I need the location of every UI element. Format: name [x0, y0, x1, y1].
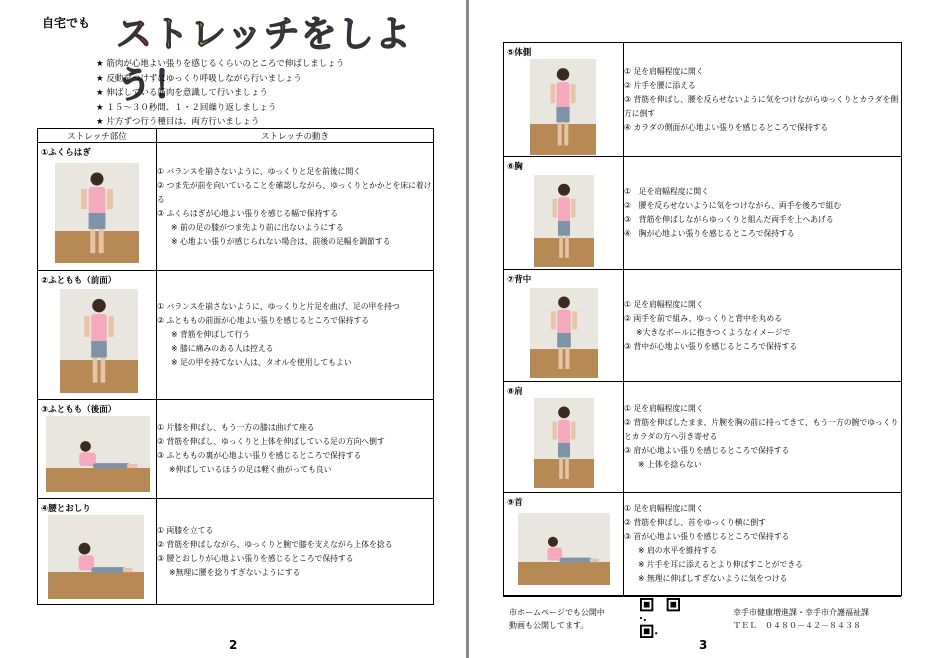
stretch-part-name: ④腰とおしり — [41, 504, 91, 514]
tips-list — [96, 57, 436, 130]
column-header-part: ストレッチ部位 — [38, 129, 157, 143]
footer-phone: ＴＥＬ ０４８０－４２－８４３８ — [733, 621, 861, 630]
table-header-row — [38, 129, 434, 143]
stretch-step: ② 腰を反らせないように気をつけながら、両手を後ろで組む — [624, 201, 842, 210]
stretch-part-name: ⑧肩 — [507, 387, 523, 397]
stretch-step: ④ カラダの側面が心地よい張りを感じるところで保持する — [624, 122, 829, 132]
stretch-step: ※ 前の足の膝がつま先より前に出ないようにする — [171, 222, 344, 232]
exercise-photo — [55, 163, 139, 263]
stretch-step: ① バランスを崩さないように、ゆっくりと片足を曲げ、足の甲を持つ — [157, 302, 400, 311]
table-row — [504, 493, 902, 596]
stretch-step: ③ ふとももの裏が心地よい張りを感じるところで保持する — [157, 451, 362, 460]
stretch-step: ③ 腰とおしりが心地よい張りを感じるところで保持する — [157, 553, 354, 563]
stretch-part-cell — [504, 493, 624, 596]
stretch-step: ① 両膝を立てる — [157, 525, 214, 535]
footer-contact — [733, 606, 869, 632]
exercise-photo — [534, 398, 594, 488]
stretch-part-cell — [504, 382, 624, 493]
stretch-step: ① 足を肩幅程度に開く — [624, 66, 704, 76]
title-char: ト — [153, 14, 191, 55]
person-figure — [534, 175, 594, 267]
stretch-part-cell — [38, 499, 157, 605]
stretch-steps-cell — [624, 493, 902, 596]
title-char: ス — [116, 14, 154, 55]
stretch-step: ② 背筋を伸ばしたまま、片腕を胸の前に持ってきて、もう一方の腕でゆっくりとカラダの方へ引き寄せる — [624, 418, 899, 441]
stretch-step: ※ 足の甲を持てない人は、タオルを使用してもよい — [171, 358, 352, 367]
left-page — [0, 0, 466, 658]
stretch-part-cell — [504, 270, 624, 382]
stretch-step: ※ 肩の水平を維持する — [638, 546, 718, 555]
stretch-part-cell — [38, 271, 157, 400]
stretch-step: ④ 胸が心地よい張りを感じるところで保持する — [624, 229, 795, 238]
exercise-photo — [530, 288, 598, 378]
stretch-steps-cell — [624, 43, 902, 157]
stretch-step: ③ ふくらはぎが心地よい張りを感じる幅で保持する — [157, 208, 338, 218]
stretch-steps-cell — [157, 400, 434, 499]
footer-web-line: 市ホームページでも公開中 — [509, 608, 605, 617]
table-row — [38, 400, 434, 499]
stretch-step: ① 足を肩幅程度に開く — [624, 404, 704, 413]
tip-item: ★ 反動をつけずにゆっくり呼吸しながら行いましょう — [96, 73, 302, 84]
stretch-step: ※大きなボールに抱きつくようなイメージで — [636, 327, 791, 337]
exercise-photo — [534, 175, 594, 267]
person-figure — [530, 59, 596, 155]
stretch-step: ① バランスを崩さないように、ゆっくりと足を前後に開く — [157, 166, 362, 176]
stretch-steps-cell — [157, 271, 434, 400]
stretch-part-name: ⑥胸 — [507, 162, 523, 172]
stretch-table-left — [37, 128, 434, 605]
table-row — [38, 143, 434, 271]
stretch-part-name: ⑤体側 — [507, 48, 532, 58]
stretch-steps-cell — [157, 499, 434, 605]
stretch-step: ※ 心地よい張りが感じられない場合は、前後の足幅を調節する — [171, 236, 391, 246]
person-figure — [518, 513, 610, 585]
title-char: ッ — [226, 14, 264, 55]
stretch-step: ② 背筋を伸ばし、ゆっくりと上体を伸ばしている足の方向へ倒す — [157, 437, 385, 446]
stretch-step: ① 足を肩幅程度に開く — [624, 504, 704, 513]
stretch-step: ③ 首が心地よい張りを感じるところで保持する — [624, 532, 790, 541]
person-figure — [55, 163, 139, 263]
qr-code-icon[interactable] — [640, 598, 680, 638]
person-figure — [534, 398, 594, 488]
stretch-part-name: ①ふくらはぎ — [41, 148, 91, 158]
footer-video-line: 動画も公開してます。 — [509, 621, 589, 630]
stretch-step: ② 背筋を伸ばし、首をゆっくり横に倒す — [624, 518, 766, 527]
stretch-step: ① 足を肩幅程度に開く — [624, 299, 704, 309]
table-row — [504, 157, 902, 270]
stretch-steps-cell — [624, 157, 902, 270]
exercise-photo — [530, 59, 596, 155]
person-figure — [46, 416, 150, 492]
stretch-part-cell — [504, 157, 624, 270]
tip-item: ★ 片方ずつ行う種目は、両方行いましょう — [96, 117, 260, 127]
title-char: よ — [374, 14, 412, 55]
stretch-step: ※ 上体を捻らない — [638, 460, 702, 469]
exercise-photo — [46, 416, 150, 492]
stretch-step: ② 片手を腰に添える — [624, 80, 696, 90]
stretch-part-name: ③ふともも（後面） — [41, 405, 117, 415]
stretch-steps-cell — [624, 382, 902, 493]
stretch-step: ③ 背筋を伸ばし、腰を反らせないように気をつけながらゆっくりとカラダを側方に倒す — [624, 94, 899, 118]
stretch-step: ※ 膝に痛みのある人は控える — [171, 344, 274, 353]
stretch-step: ② ふとももの前面が心地よい張りを感じるところで保持する — [157, 316, 370, 325]
stretch-steps-cell — [624, 270, 902, 382]
stretch-step: ② つま先が前を向いていることを確認しながら、ゆっくりとかかとを床に着ける — [157, 180, 432, 204]
stretch-part-name: ⑨首 — [507, 498, 523, 508]
table-row — [38, 499, 434, 605]
title-char: ！ — [153, 65, 191, 106]
table-row — [504, 43, 902, 157]
table-row — [504, 382, 902, 493]
stretch-step: ③ 背中が心地よい張りを感じるところで保持する — [624, 341, 798, 351]
right-page — [469, 0, 933, 658]
column-header-motion: ストレッチの動き — [157, 129, 434, 143]
stretch-part-cell — [38, 143, 157, 271]
stretch-step: ※ 無理に伸ばしすぎないように気をつける — [638, 574, 788, 583]
title-char: チ — [263, 14, 301, 55]
person-figure — [530, 288, 598, 378]
exercise-photo — [48, 515, 144, 599]
tip-item: ★ 筋肉が心地よい張りを感じるくらいのところで伸ばしましょう — [96, 59, 345, 69]
footer-department: 幸手市健康増進課・幸手市介護福祉課 — [733, 608, 869, 617]
stretch-part-cell — [38, 400, 157, 499]
stretch-step: ② 背筋を伸ばしながら、ゆっくりと腕で膝を支えながら上体を捻る — [157, 539, 393, 549]
stretch-step: ※ 片手を耳に添えるとより伸ばすことができる — [638, 560, 803, 569]
table-row — [504, 270, 902, 382]
title-char: レ — [190, 14, 227, 55]
stretch-step: ③ 肩が心地よい張りを感じるところで保持する — [624, 446, 790, 455]
title-char: う — [116, 65, 154, 106]
person-figure — [60, 289, 138, 393]
stretch-step: ① 足を肩幅程度に開く — [624, 187, 709, 196]
stretch-part-cell — [504, 43, 624, 157]
page-number: 3 — [699, 638, 708, 652]
stretch-step: ② 両手を前で組み、ゆっくりと背中を丸める — [624, 313, 782, 323]
stretch-steps-cell — [157, 143, 434, 271]
title-char: し — [337, 14, 375, 55]
table-row — [38, 271, 434, 400]
stretch-table-right — [503, 42, 902, 596]
person-figure — [48, 515, 144, 599]
footer-rule — [503, 596, 901, 597]
footer-web-notice — [509, 606, 605, 632]
tip-item: ★ 伸ばしている筋肉を意識して行いましょう — [96, 88, 268, 98]
page-number: 2 — [229, 638, 238, 652]
stretch-step: ① 片膝を伸ばし、もう一方の膝は曲げて座る — [157, 423, 315, 432]
exercise-photo — [60, 289, 138, 393]
stretch-step: ③ 背筋を伸ばしながらゆっくりと組んだ両手を上へあげる — [624, 215, 834, 224]
tip-item: ★ １５～３０秒間、１・２回繰り返しましょう — [96, 102, 277, 113]
stretch-step: ※伸ばしているほうの足は軽く曲がっても良い — [169, 465, 332, 474]
stretch-step: ※無理に腰を捻りすぎないようにする — [169, 567, 301, 577]
stretch-part-name: ⑦背中 — [507, 275, 532, 285]
stretch-step: ※ 背筋を伸ばして行う — [171, 330, 251, 339]
stretch-part-name: ②ふともも（前面） — [41, 276, 117, 286]
title-char: を — [300, 14, 338, 55]
header-label: 自宅でも — [42, 16, 91, 30]
exercise-photo — [518, 513, 610, 585]
